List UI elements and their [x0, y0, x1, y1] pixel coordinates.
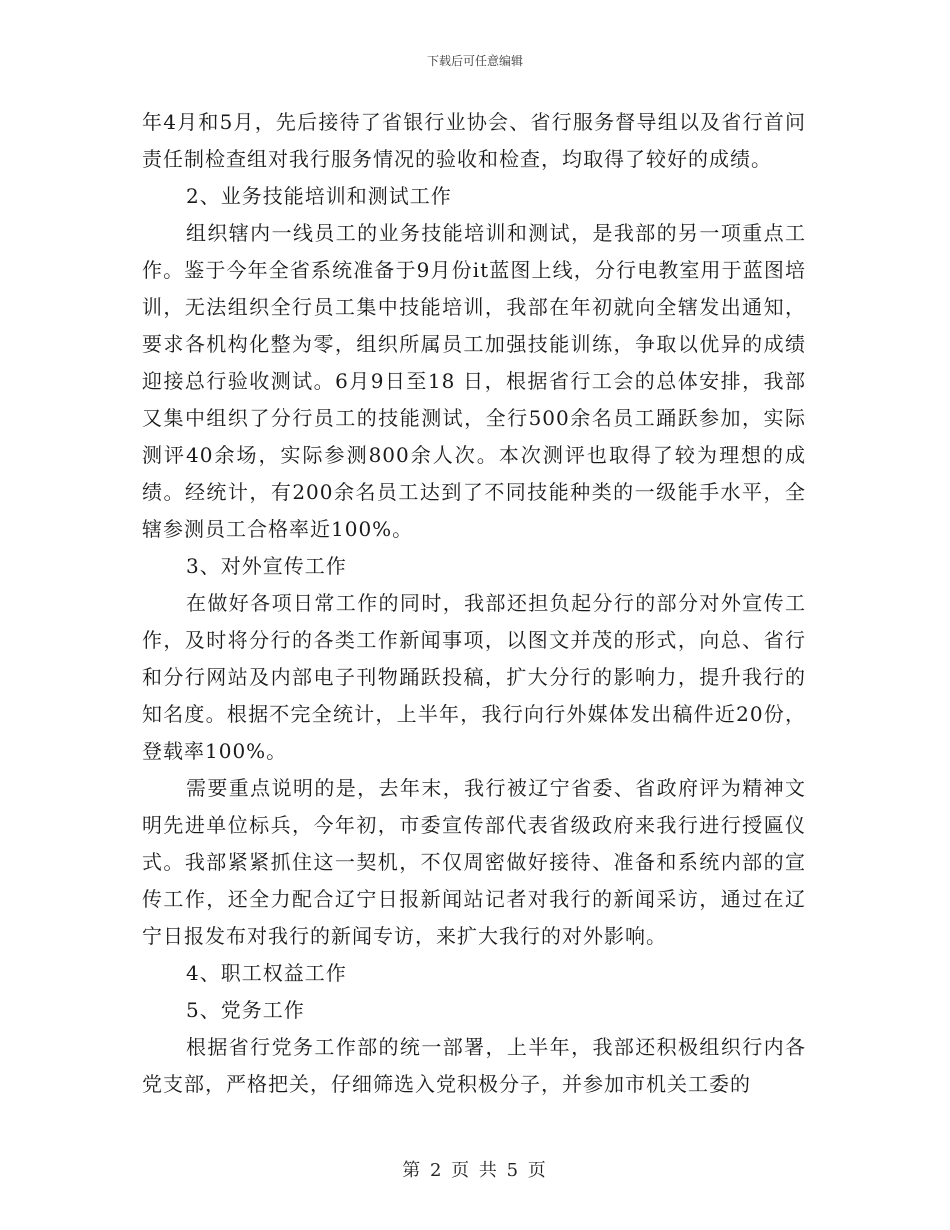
paragraph-skills-training: 组织辖内一线员工的业务技能培训和测试，是我部的另一项重点工作。鉴于今年全省系统准备于9月份it蓝图上线，分行电教室用于蓝图培训，无法组织全行员工集中技能培训，我部在年初就向全辖发出通知，要求各机构化整为零，组织所属员工加强技能训练，争取以优异的成绩迎接总行验收测试。6月9日至18 日，根据省行工会的总体安排，我部又集中组织了分行员工的技能测试，全行500余名员工踊跃参加，实际测评40余场，实际参测800余人次。本次测评也取得了较为理想的成绩。经统计，有200余名员工达到了不同技能种类的一级能手水平，全辖参测员工合格率近100%。 [142, 221, 806, 541]
paragraph-continuation: 年4月和5月，先后接待了省银行业协会、省行服务督导组以及省行首问责任制检查组对我行服务情况的验收和检查，均取得了较好的成绩。 [142, 110, 806, 171]
page-header-note: 下载后可任意编辑 [426, 54, 523, 68]
section-heading-skills-training: 2、业务技能培训和测试工作 [186, 184, 452, 208]
paragraph-publicity: 在做好各项日常工作的同时，我部还担负起分行的部分对外宣传工作，及时将分行的各类工作新闻事项，以图文并茂的形式，向总、省行和分行网站及内部电子刊物踊跃投稿，扩大分行的影响力，提升我行的知名度。根据不完全统计，上半年，我行向行外媒体发出稿件近20份，登载率100%。 [142, 591, 806, 763]
paragraph-party-affairs: 根据省行党务工作部的统一部署，上半年，我部还积极组织行内各党支部，严格把关，仔细筛选入党积极分子，并参加市机关工委的 [142, 1035, 806, 1096]
section-heading-employee-rights: 4、职工权益工作 [186, 961, 347, 985]
paragraph-publicity-note: 需要重点说明的是，去年末，我行被辽宁省委、省政府评为精神文明先进单位标兵，今年初，市委宣传部代表省级政府来我行进行授匾仪式。我部紧紧抓住这一契机，不仅周密做好接待、准备和系统内部的宣传工作，还全力配合辽宁日报新闻站记者对我行的新闻采访，通过在辽宁日报发布对我行的新闻专访，来扩大我行的对外影响。 [142, 776, 806, 948]
page-number: 第 2 页 共 5 页 [402, 1160, 548, 1181]
document-body [142, 104, 806, 1103]
section-heading-party-affairs: 5、党务工作 [186, 998, 305, 1022]
section-heading-publicity: 3、对外宣传工作 [186, 554, 347, 578]
